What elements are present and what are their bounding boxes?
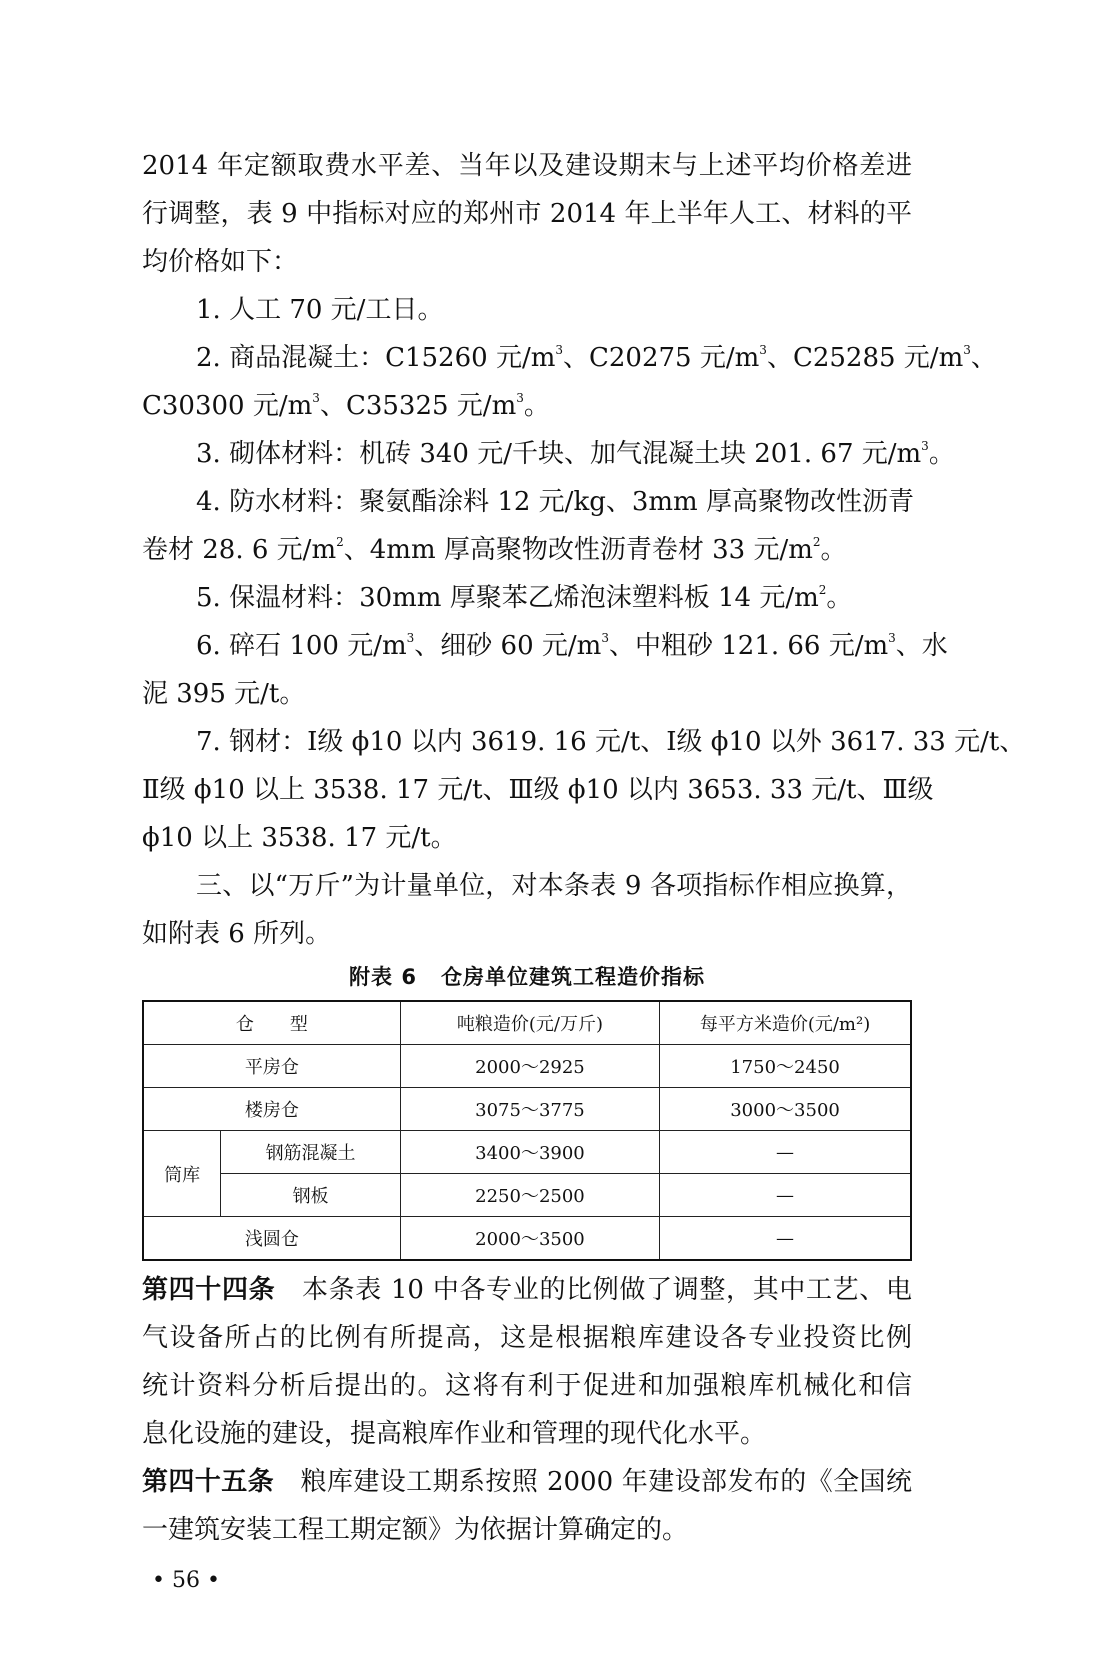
- list-item-1: 1. 人工 70 元/工日。: [196, 295, 444, 325]
- header-type: 仓 型: [143, 1001, 400, 1045]
- cell-type: 楼房仓: [143, 1088, 400, 1131]
- header-per-m2: 每平方米造价(元/m²): [660, 1001, 911, 1045]
- cell-type: 平房仓: [143, 1045, 400, 1088]
- list-item-3: 3. 砌体材料：机砖 340 元/千块、加气混凝土块 201. 67 元$/m^3$。: [196, 439, 955, 469]
- article-44-line: 息化设施的建设，提高粮库作业和管理的现代化水平。: [142, 1419, 767, 1449]
- table-row: [143, 1217, 911, 1261]
- cell-per-m2: —: [660, 1131, 911, 1174]
- paragraph-line: 2014 年定额取费水平差、当年以及建设期末与上述平均价格差进: [142, 151, 912, 181]
- paragraph-line: 均价格如下：: [142, 247, 299, 277]
- table-row: [143, 1174, 911, 1217]
- cell-per-ton: 2250～2500: [400, 1174, 659, 1217]
- cell-type: 钢筋混凝土: [221, 1131, 401, 1174]
- list-item-4: 4. 防水材料：聚氨酯涂料 12 元/kg、3mm 厚高聚物改性沥青: [196, 487, 914, 517]
- table-caption: [142, 962, 912, 992]
- page-number: • 56 •: [152, 1568, 220, 1593]
- cell-per-m2: 3000～3500: [660, 1088, 911, 1131]
- cost-index-table: [142, 1000, 912, 1261]
- cell-per-m2: 1750～2450: [660, 1045, 911, 1088]
- list-item-2-cont: C30300 元$/m^3$、C35325 元$/m^3$。: [142, 391, 550, 421]
- cell-per-m2: —: [660, 1174, 911, 1217]
- cell-per-ton: 3400～3900: [400, 1131, 659, 1174]
- article-45-label: 第四十五条: [142, 1467, 275, 1497]
- article-44-line: 统计资料分析后提出的。这将有利于促进和加强粮库机械化和信: [142, 1371, 912, 1401]
- list-item-7-cont: Ⅱ级 ϕ10 以上 3538. 17 元/t、Ⅲ级 ϕ10 以内 3653. 33 元/t、Ⅲ级: [142, 775, 934, 805]
- header-per-ton: 吨粮造价(元/万斤): [400, 1001, 659, 1045]
- table-header-row: [143, 1001, 911, 1045]
- article-45-line: 一建筑安装工程工期定额》为依据计算确定的。: [142, 1515, 689, 1545]
- cell-per-ton: 3075～3775: [400, 1088, 659, 1131]
- cell-per-ton: 2000～3500: [400, 1217, 659, 1261]
- table-row: [143, 1088, 911, 1131]
- article-45-line: 第四十五条 粮库建设工期系按照 2000 年建设部发布的《全国统: [142, 1467, 912, 1497]
- list-item-2: 2. 商品混凝土：C15260 元$/m^3$、C20275 元$/m^3$、C25285 元$/m^3$、: [196, 343, 997, 373]
- cell-group: 筒库: [143, 1131, 221, 1217]
- article-44-line: 气设备所占的比例有所提高，这是根据粮库建设各专业投资比例: [142, 1323, 912, 1353]
- list-item-6-cont: 泥 395 元/t。: [142, 679, 306, 709]
- table-row: [143, 1131, 911, 1174]
- section-3-cont: 如附表 6 所列。: [142, 919, 332, 949]
- cell-type: 钢板: [221, 1174, 401, 1217]
- section-3: 三、以“万斤”为计量单位，对本条表 9 各项指标作相应换算，: [196, 871, 912, 901]
- list-item-5: 5. 保温材料：30mm 厚聚苯乙烯泡沫塑料板 14 元$/m^2$。: [196, 583, 853, 613]
- paragraph-line: 行调整，表 9 中指标对应的郑州市 2014 年上半年人工、材料的平: [142, 199, 912, 229]
- list-item-7: 7. 钢材：Ⅰ级 ϕ10 以内 3619. 16 元/t、Ⅰ级 ϕ10 以外 3617. 33 元/t、: [196, 727, 1026, 757]
- article-44-line: 第四十四条 本条表 10 中各专业的比例做了调整，其中工艺、电: [142, 1275, 912, 1305]
- cell-per-m2: —: [660, 1217, 911, 1261]
- table-caption-title: 仓房单位建筑工程造价指标: [440, 965, 705, 989]
- list-item-6: 6. 碎石 100 元$/m^3$、细砂 60 元$/m^3$、中粗砂 121. 66 元$/m^3$、水: [196, 631, 948, 661]
- article-44-label: 第四十四条: [142, 1275, 276, 1305]
- list-item-7-cont: ϕ10 以上 3538. 17 元/t。: [142, 823, 457, 853]
- table-row: [143, 1045, 911, 1088]
- cell-per-ton: 2000～2925: [400, 1045, 659, 1088]
- cell-type: 浅圆仓: [143, 1217, 400, 1261]
- table-caption-number: 附表 6: [349, 965, 417, 989]
- list-item-4-cont: 卷材 28. 6 元$/m^2$、4mm 厚高聚物改性沥青卷材 33 元$/m^2$。: [142, 535, 847, 565]
